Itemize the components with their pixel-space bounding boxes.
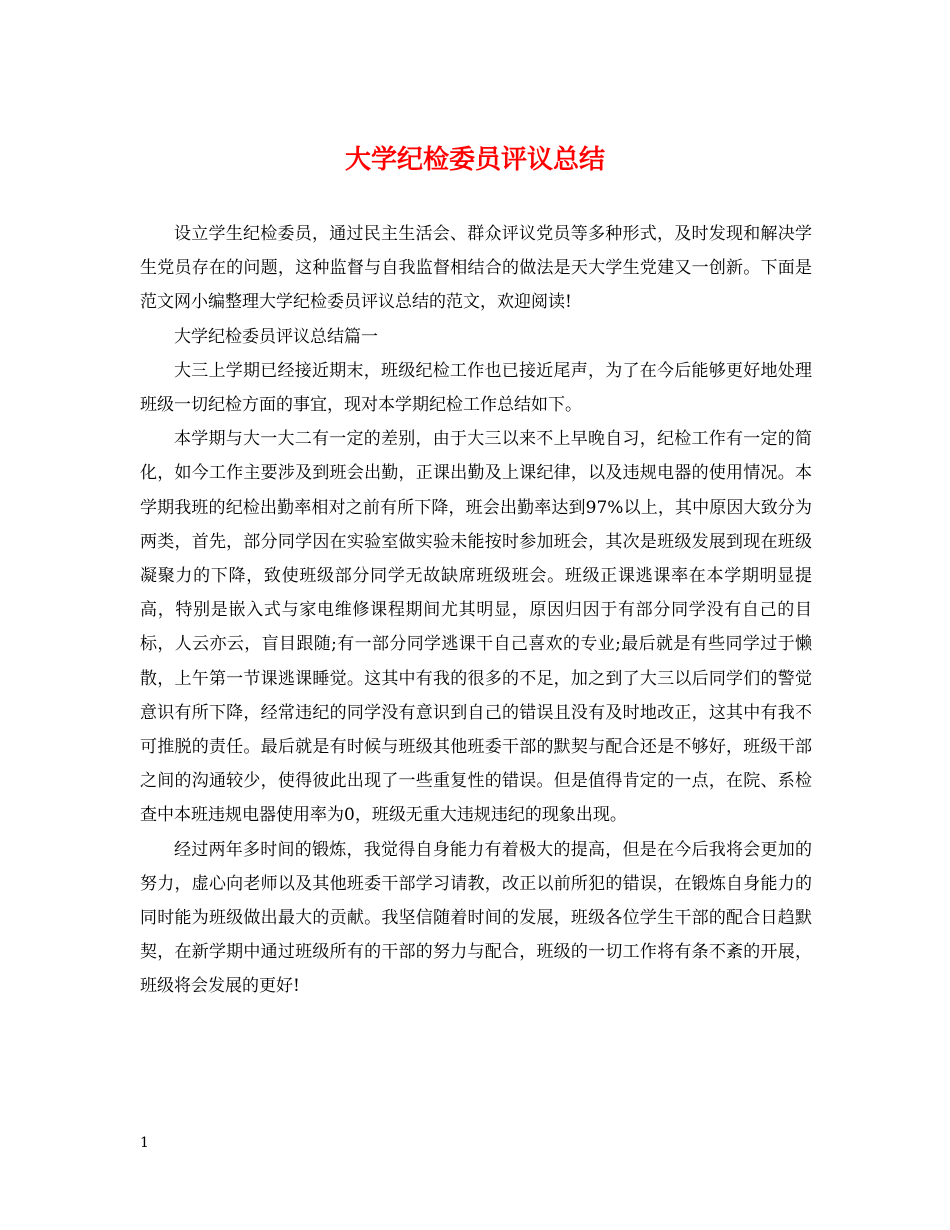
paragraph-3: 经过两年多时间的锻炼，我觉得自身能力有着极大的提高，但是在今后我将会更加的努力，虚心向老师以及其他班委干部学习请教，改正以前所犯的错误，在锻炼自身能力的同时能为班级做出最大的贡献。我坚信随着时间的发展，班级各位学生干部的配合日趋默契，在新学期中通过班级所有的干部的努力与配合，班级的一切工作将有条不紊的开展，班级将会发展的更好! xyxy=(140,839,812,997)
page-number: 1 xyxy=(140,1135,149,1151)
paragraph-intro: 设立学生纪检委员，通过民主生活会、群众评议党员等多种形式，及时发现和解决学生党员存在的问题，这种监督与自我监督相结合的做法是天大学生党建又一创新。下面是范文网小编整理大学纪检委员评议总结的范文，欢迎阅读! xyxy=(140,224,812,313)
document-body xyxy=(140,217,812,1004)
paragraph-section-heading: 大学纪检委员评议总结篇一 xyxy=(174,326,378,347)
paragraph-1: 大三上学期已经接近期末，班级纪检工作也已接近尾声，为了在今后能够更好地处理班级一切纪检方面的事宜，现对本学期纪检工作总结如下。 xyxy=(140,360,812,416)
page-title: 大学纪检委员评议总结 xyxy=(344,145,605,175)
paragraph-2: 本学期与大一大二有一定的差别，由于大三以来不上早晚自习，纪检工作有一定的简化，如今工作主要涉及到班会出勤，正课出勤及上课纪律，以及违规电器的使用情况。本学期我班的纪检出勤率相对之前有所下降，班会出勤率达到97%以上，其中原因大致分为两类，首先，部分同学因在实验室做实验未能按时参加班会，其次是班级发展到现在班级凝聚力的下降，致使班级部分同学无故缺席班级班会。班级正课逃课率在本学期明显提高，特别是嵌入式与家电维修课程期间尤其明显，原因归因于有部分同学没有自己的目标，人云亦云，盲目跟随;有一部分同学逃课干自己喜欢的专业;最后就是有些同学过于懒散，上午第一节课逃课睡觉。这其中有我的很多的不足，加之到了大三以后同学们的警觉意识有所下降，经常违纪的同学没有意识到自己的错误且没有及时地改正，这其中有我不可推脱的责任。最后就是有时候与班级其他班委干部的默契与配合还是不够好，班级干部之间的沟通较少，使得彼此出现了一些重复性的错误。但是值得肯定的一点，在院、系检查中本班违规电器使用率为0，班级无重大违规违纪的现象出现。 xyxy=(140,429,812,826)
